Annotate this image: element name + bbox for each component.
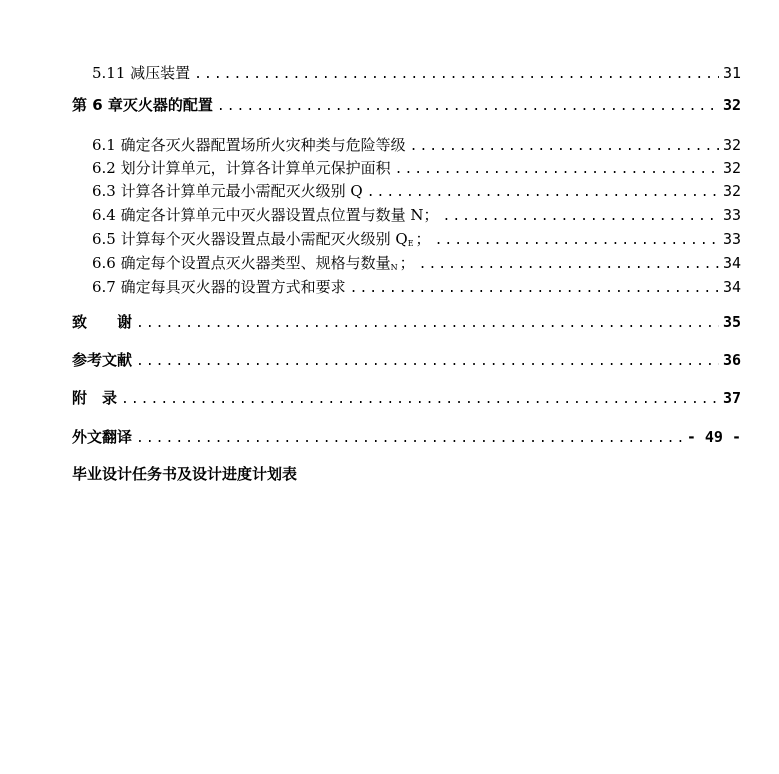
- toc-leader-dots: [410, 139, 719, 154]
- toc-entry-references[interactable]: [72, 349, 741, 370]
- toc-title-text: 6.6 确定每个设置点灭火器类型、规格与数量: [92, 254, 391, 272]
- toc-leader-dots: [350, 281, 719, 296]
- toc-page-number: 33: [722, 230, 741, 248]
- toc-entry-6-5[interactable]: [92, 228, 741, 249]
- toc-entry-6-3[interactable]: [92, 180, 741, 201]
- toc-page-number: 32: [722, 136, 741, 154]
- toc-entry-6-7[interactable]: [92, 276, 741, 297]
- toc-title: 第 6 章灭火器的配置: [72, 96, 213, 114]
- toc-leader-dots: [121, 392, 719, 407]
- toc-entry-chapter-6[interactable]: [72, 94, 741, 115]
- toc-title: 5.11 减压装置: [92, 64, 191, 82]
- toc-title: [92, 252, 415, 273]
- toc-entry-appendix[interactable]: [72, 387, 741, 408]
- toc-entry-6-4[interactable]: [92, 204, 741, 225]
- toc-page-number: 34: [722, 278, 741, 296]
- toc-leader-dots: [217, 99, 719, 114]
- toc-page-number: 36: [722, 351, 741, 369]
- toc-entry-6-1[interactable]: [92, 134, 741, 155]
- toc-title: 致 谢: [72, 313, 133, 331]
- toc-leader-dots: [395, 162, 719, 177]
- toc-page-number: 35: [722, 313, 741, 331]
- toc-title: 6.7 确定每具灭火器的设置方式和要求: [92, 278, 346, 296]
- toc-leader-dots: [443, 209, 719, 224]
- toc-title-text: 6.5 计算每个灭火器设置点最小需配灭火级别 Q: [92, 230, 408, 248]
- toc-title: [92, 228, 431, 249]
- toc-leader-dots: [194, 67, 719, 82]
- toc-leader-dots: [435, 233, 719, 248]
- toc-title: 参考文献: [72, 351, 133, 369]
- toc-title: 附 录: [72, 389, 118, 407]
- toc-page-number: - 49 -: [686, 428, 741, 446]
- toc-page-number: 34: [722, 254, 741, 272]
- toc-entry-6-6[interactable]: [92, 252, 741, 273]
- toc-title: 6.2 划分计算单元，计算各计算单元保护面积: [92, 159, 391, 177]
- toc-page-number: 32: [722, 96, 741, 114]
- toc-leader-dots: [136, 316, 719, 331]
- toc-title: 6.3 计算各计算单元最小需配灭火级别 Q: [92, 182, 363, 200]
- toc-leader-dots: [136, 431, 683, 446]
- toc-page-number: 32: [722, 182, 741, 200]
- toc-title-subscript: N: [390, 263, 398, 272]
- toc-leader-dots: [367, 185, 719, 200]
- toc-leader-dots: [136, 354, 719, 369]
- toc-entry-5-11[interactable]: [92, 62, 741, 83]
- toc-title: 6.1 确定各灭火器配置场所火灾种类与危险等级: [92, 136, 406, 154]
- toc-page-number: 32: [722, 159, 741, 177]
- toc-entry-translation[interactable]: [72, 426, 741, 447]
- toc-title-suffix: ；: [399, 254, 415, 272]
- toc-page-number: 37: [722, 389, 741, 407]
- toc-entry-acknowledgements[interactable]: [72, 311, 741, 332]
- toc-title: 外文翻译: [72, 428, 133, 446]
- toc-page-number: 31: [722, 64, 741, 82]
- toc-page-number: 33: [722, 206, 741, 224]
- toc-leader-dots: [419, 257, 719, 272]
- toc-title-suffix: ；: [415, 230, 431, 248]
- toc-entry-assignment-schedule[interactable]: 毕业设计任务书及设计进度计划表: [72, 465, 298, 483]
- toc-title: 6.4 确定各计算单元中灭火器设置点位置与数量 N；: [92, 206, 439, 224]
- toc-title-subscript: E: [407, 239, 414, 248]
- toc-entry-6-2[interactable]: [92, 157, 741, 178]
